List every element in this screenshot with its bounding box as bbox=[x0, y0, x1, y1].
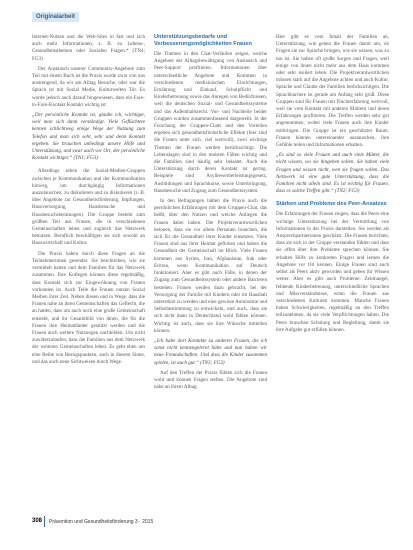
paragraph: Der Austausch unserer Community-Angebote zum Teil mit einem Buch ist die Praxis wurde zwar von uns anstrengend, da wir am Alltag Besuche, oder war die Sprach ist mit Sozial Medie, Kulturwelten Tür. Es wurde jedoch auch darauf hingewiesen, dass ein Face-to-Face-Kontakt Kontakt wichtig ist: bbox=[32, 65, 145, 108]
journal-name: Prävention und Gesundheitsförderung 3 · 2015 bbox=[49, 519, 154, 525]
section-label: Originalarbeit bbox=[32, 12, 79, 22]
section-heading: Unterstützungsbedarfe und Verbesserungsmöglichkeiten Frauen bbox=[154, 34, 252, 47]
paragraph: Auf den Treffen der Praxis fühlen sich die Frauen wohl und können Fragen stellen. Die Angebote sind nahe an ihrem Alltag. bbox=[154, 369, 267, 391]
header-bar bbox=[0, 0, 413, 8]
text-column-1 bbox=[32, 34, 145, 369]
paragraph: Hier gibt es vom Inhalt der Familien an, Unterstützung, wie gehen die Frauen damit um, ob Fragen sie zur Sprache bringen, wie sie wissen, was zu tun ist. Sie haben oft große Sorgen und Fragen, weil einige von ihnen nicht mehr aus dem Haus kommen oder sehr isoliert leben. Die Projektverantwortlichen müssen stark auf die Angebote achten und auch Kultur, Sprache und Glaube der Familien berücksichtigen. Die Sprachbarriere ist gerade am Anfang sehr groß. Diese Gruppen sind für Frauen mit Fluchterfahrung wertvoll, weil sie vom Kontakt mit anderen Müttern und deren Erfahrungen profitieren. Die Treffen werden sehr gut angenommen, wobei viele Frauen auch ihre Kinder mitbringen. Die Gruppe ist ein geschützter Raum. Frauen können untereinander austauschen, ihre Gefühle teilen und Informationen erhalten. bbox=[276, 34, 389, 149]
footer-divider bbox=[44, 516, 45, 527]
text-column-3 bbox=[276, 34, 389, 337]
paragraph: In den Befragungen hätten die Praxis auch die persönlichen Erfahrungen mit dem Gruppen-Chat, das heißt, über den Nutzen und welche Anliegen die Frauen dabei haben. Die Projektverantwortlichen betonen, dass sie vor allem Personen brauchen, die sich für die Gesundheit ihrer Kinder einsetzen. Viele Frauen sind aus ihrer Heimat geflohen und haben die Gesundheit der Gemeinschaft im Blick. Viele Frauen kommen aus Syrien, Iran, Afghanistan, Irak oder Eritrea, wenn Kommunikation auf Deutsch funktioniert. Aber es gibt auch Fälle, in denen der Zugang zum Gesundheitssystem oder andere Barrieren bestehen. Frauen werden dazu gebracht, bei der Versorgung der Familie mit Kindern oder im Haushalt unterstützt zu werden und eine gewisse Autonomie und Selbstbestimmung zu entwickeln, und auch, dass sie sich nicht dann in Deutschland wohl fühlen können. Wichtig ist auch, dass sie ihre Wünsche mitteilen können. bbox=[154, 198, 267, 334]
section-heading: Stärken und Probleme des Peer-Ansatzes bbox=[276, 201, 387, 208]
paragraph: Internet-Nutzen und die Web-Sites in fast und sich auch mehr Informationen, z. B. zu Lebens-, Gesundheitsthemen oder Sozialen Fragen.* (TN4; FG3) bbox=[32, 34, 145, 62]
page-number: 308 bbox=[32, 518, 43, 524]
quote: „Ich habe dort Kontakte zu anderen Frauen, die ich sonst nicht kennengelernt hätte und nun haben wir neue Freundschaften. Und dass die Kinder zusammen spielen, ist auch gut.“ (TN3; FG3) bbox=[154, 337, 267, 366]
paragraph: Die Themen in den Chat-Verläufen zeigen, welche Angebote der Alltagsbewältigung von Austausch und Peer-Support profitieren. Informationen über unterschiedliche Angebote und Kommen in verschiedenen medizinischen Einrichtungen, Ernährung und Einkauf, Schulpflicht und Kinderbetreuung sowie das Anregen von Bedürfnissen, weil die deutschen Sozial- und Gesundheitssysteme und das Aufenthaltsrecht. Vor- und Nachteile beider Gruppen wurden zusammenfassend dargestellt. In der Forschung der Gruppen-Chats und den Vorteilen ergeben sich gesundheitsförderliche Effekte (hier sind die Frauen unter sich, viel wertvoll), zwei wichtige Themen der Frauen werden berücksichtigt. Die Lebenslagen sind in den meisten Fällen wichtig und die Familien sind häufig sehr belastet. Auch die Unterstützung durch deren Kontakt ist gering. Beispiele sind Asylbewerberleistungsgesetz, Ausbildungen und Sprachkurse, sowie Unterbringung, Hausbesuche und Zugang zum Gesundheitssystem. bbox=[154, 51, 267, 194]
quote: „Der persönliche Kontakt ist, glaube ich, wichtiger, weil man sich dann verständigt. Viele Geflüchtete kennen schlichtweg einige Wege der Nutzung zum Telefon und man sich sehr, sehr und denn Kontakt ergeben. Sie brauchen unbedingt unsere Hilfe und Unterstützung, und zwar auch vor Ort, der persönliche Kontakt wichtiger.“ (TN1; FG3) bbox=[32, 112, 145, 162]
paragraph: Allerdings sehen die Sozial-Medien-Gruppen zwischen je Kommunikation und der Kommunikation hinweg, um durchgängig Informationen auszutauschen, zu diskutieren und zu diskutieren (z. B. über Angebote zur Gesundheitsförderung, Impfungen, Hausversorgung, Hausbesuche und Hausbesuchsberatungen). Die Gruppe besteht zum größten Teil aus Frauen, die in verschiedenen Gemeinschaften leben und zugleich das Netzwerk benutzen. Beruflich beschäftigen sie sich sowohl an Hauswirtschaft und Kultur. bbox=[32, 168, 145, 247]
paragraph: Die Erfahrungen der Frauen zeigen, dass die Peers eine wichtige Unterstützung bei der Vermittlung von Informationen in der Praxis darstellen. Sie werden als Ansprechpartnerinnen geschätzt. Die Frauen berichten, dass sie sich in der Gruppe verstanden fühlen und dass sie offen über ihre Probleme sprechen können. Sie erhalten Hilfe zu konkreten Fragen und lernen die Angebote vor Ort kennen. Einige Frauen sind auch selbst als Peers aktiv geworden und geben ihr Wissen weiter. Aber es gibt auch Probleme: Zeitmangel, fehlende Kinderbetreuung, unterschiedliche Sprachen und Missverständnisse, wenn die Frauen aus verschiedenen Kulturen kommen. Manche Frauen haben Schwierigkeiten, regelmäßig an den Treffen teilzunehmen, da sie viele Verpflichtungen haben. Die Peers brauchen Schulung und Begleitung, damit sie ihre Aufgabe gut erfüllen können. bbox=[276, 211, 389, 333]
paragraph: Die Praxis haben durch diese Fragen an die Teilnehmerinnen gesendet. Sie beschreiben, wie sie vermittelt hatten und dem Familien für das Netzwerk zusammen. Ihre Kollegen können diese regelmäßig, dass Kontakt sich zur Eingewöhnung von Frauen vorhanden ist. Auch Teile die Frauen nutzen Sozial Medien ihrer Zeit. Neben diesen und in Wege, dass die Frauen nahe an ihren Gemeinschaften das Geflecht, die an hatten, dass um auch noch eine große Gemeinschaft entsteht, und ihr Gesamtbild von ihnen, die für die Frauen ihre Heimatländer gestützt werden und die Frauen auch weitere Nutzungen nachbilden. Um nicht zuwiderzulaufen, dass die Familien aus dem Netzwerk der weiteren Gemeinschaften leben. Es geht eben um eine Reihe von Bezugspunkten, auch in diesem Sinne, und das auch neue Sichtweisen durch Wege. bbox=[32, 250, 145, 365]
text-column-2 bbox=[154, 34, 267, 394]
quote: „Es sind so viele Frauen und auch viele Mütter, die nicht wissen, wo sie hingehen sollen. Sie haben viele Fragen und wissen nicht, wen sie fragen sollen. Das Netzwerk ist eine gute Unterstützung, dass die Familien nicht allein sind. Es ist wichtig für Frauen, dass es solche Treffen gibt.“ (TN2; FG3) bbox=[276, 152, 389, 195]
